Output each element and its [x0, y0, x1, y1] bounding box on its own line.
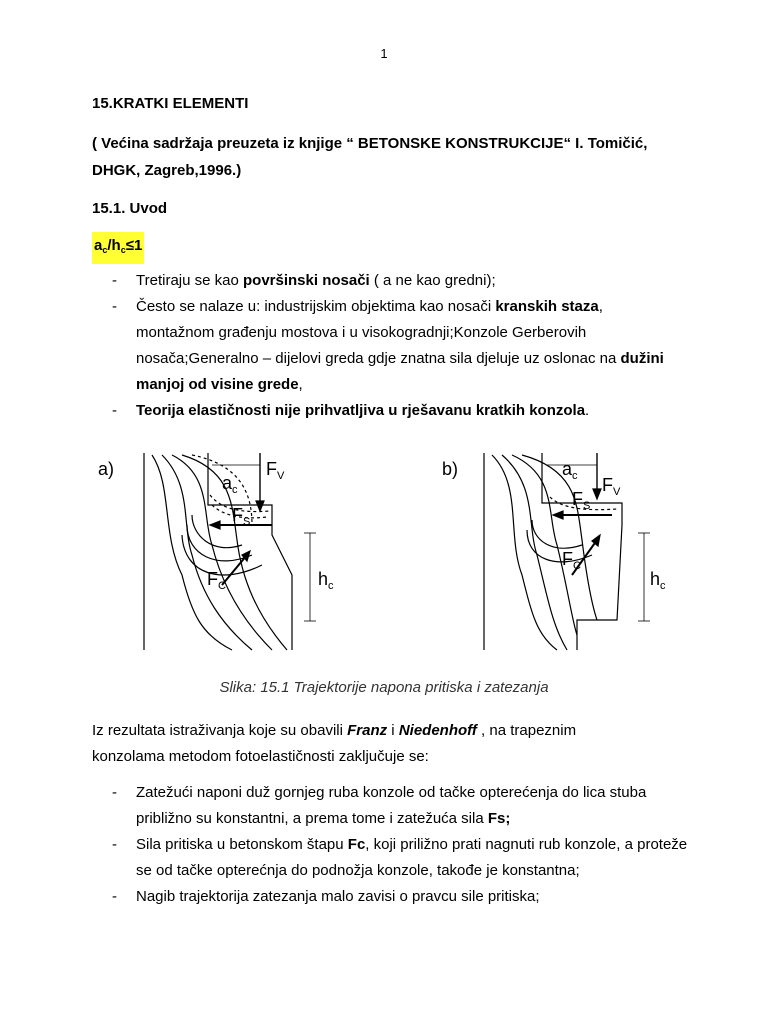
panel-label-b: b)	[442, 459, 459, 479]
list-item: - Često se nalaze u: industrijskim objektima kao nosači kranskih staza, montažnom građenju mostova i u visokogradnji;Konzole Gerberovih nosača;Generalno – dijelovi greda gdje znatna sila djeluje uz oslonac na dužini manjoj od visine grede,	[112, 294, 672, 398]
ac-label-b: $a_c$	[562, 459, 578, 482]
fc-label-a: $F_C$	[207, 569, 226, 592]
list-item: - Teorija elastičnosti nije prihvatljiva u rješavanu kratkih konzola.	[112, 398, 672, 424]
fs-label-a: $F_S$	[232, 505, 251, 528]
intro-bullet-list	[112, 268, 672, 424]
chapter-heading: 15.KRATKI ELEMENTI	[92, 95, 249, 112]
section-heading: 15.1. Uvod	[92, 200, 168, 217]
list-item: - Zatežući naponi duž gornjeg ruba konzole od tačke opterećenja do lica stuba približno su konstantni, a prema tome i zatežuća sila Fs;	[112, 780, 702, 832]
ac-label-a: $a_c$	[222, 473, 238, 496]
fv-label-b: $F_V$	[602, 475, 621, 498]
stress-trajectory-figure	[92, 445, 682, 675]
fs-label-b: $F_S$	[572, 489, 591, 512]
list-item: - Sila pritiska u betonskom štapu Fc, koji priližno prati nagnuti rub konzole, a proteže se od tačke opterećnja do podnožja konzole, takođe je konstantna;	[112, 832, 702, 884]
figure-caption: Slika: 15.1 Trajektorije napona pritiska i zatezanja	[219, 679, 549, 696]
list-item: - Nagib trajektorija zatezanja malo zavisi o pravcu sile pritiska;	[112, 884, 702, 910]
page-number: 1	[380, 46, 388, 61]
findings-bullet-list	[112, 780, 702, 910]
hc-label-b: $h_c$	[650, 569, 666, 592]
source-note: ( Većina sadržaja preuzeta iz knjige “ BETONSKE KONSTRUKCIJE“ I. Tomičić, DHGK, Zagreb,1996.)	[92, 135, 648, 179]
fv-label-a: $F_V$	[266, 459, 285, 482]
hc-label-a: $h_c$	[318, 569, 334, 592]
research-paragraph: Iz rezultata istraživanja koje su obavili Franz i Niedenhoff , na trapeznim konzolama metodom fotoelastičnosti zaključuje se:	[92, 722, 577, 765]
list-item: - Tretiraju se kao površinski nosači ( a ne kao gredni);	[112, 268, 672, 294]
panel-label-a: a)	[98, 459, 115, 479]
ratio-formula: $a_c/h_c\le 1$	[92, 232, 144, 264]
fc-label-b: $F_C$	[562, 549, 581, 572]
